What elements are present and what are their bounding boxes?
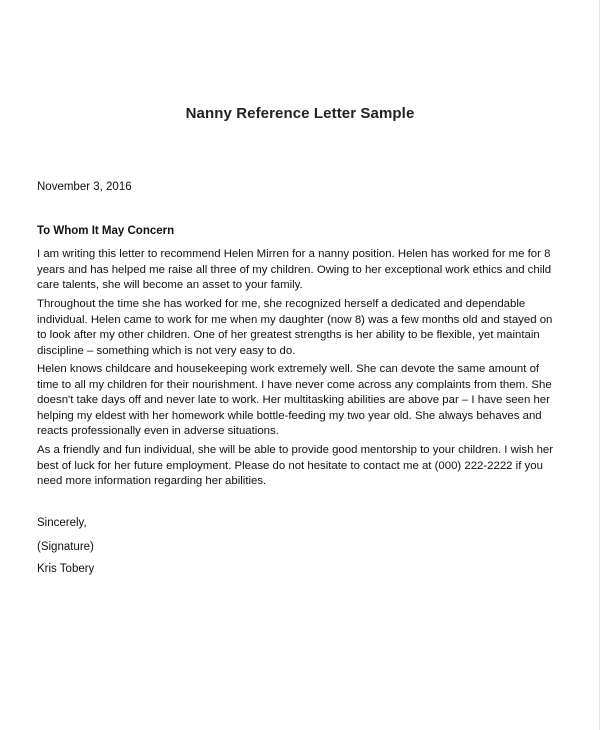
letter-date: November 3, 2016 xyxy=(37,181,132,193)
closing-line: Sincerely, xyxy=(37,517,87,529)
body-paragraph-3: Helen knows childcare and housekeeping work extremely well. She can devote the same amount of time to all my children for their nourishment. I have never come across any complaints from them. She doesn't take days off and never late to work. Her multitasking abilities are above par – I have seen her helping my eldest with her homework while bottle-feeding my two year old. She always behaves and reacts professionally even in adverse situations. xyxy=(37,363,552,437)
body-paragraph-1: I am writing this letter to recommend Helen Mirren for a nanny position. Helen has worked for me for 8 years and has helped me raise all three of my children. Owing to her exceptional work ethics and child care talents, she will become an asset to your family. xyxy=(37,248,552,291)
body-paragraph-4: As a friendly and fun individual, she will be able to provide good mentorship to your children. I wish her best of luck for her future employment. Please do not hesitate to contact me at (000) 222-2222 if you need more information regarding her abilities. xyxy=(37,444,554,487)
body-paragraph-2: Throughout the time she has worked for me, she recognized herself a dedicated and dependable individual. Helen came to work for me when my daughter (now 8) was a few months old and stayed on to look after my other children. One of her greatest strengths is her ability to be flexible, yet maintain discipline – something which is not very easy to do. xyxy=(37,298,553,357)
salutation: To Whom It May Concern xyxy=(37,225,175,237)
signature-placeholder: (Signature) xyxy=(37,541,94,553)
signer-name: Kris Tobery xyxy=(37,563,95,575)
letter-title: Nanny Reference Letter Sample xyxy=(185,105,415,122)
